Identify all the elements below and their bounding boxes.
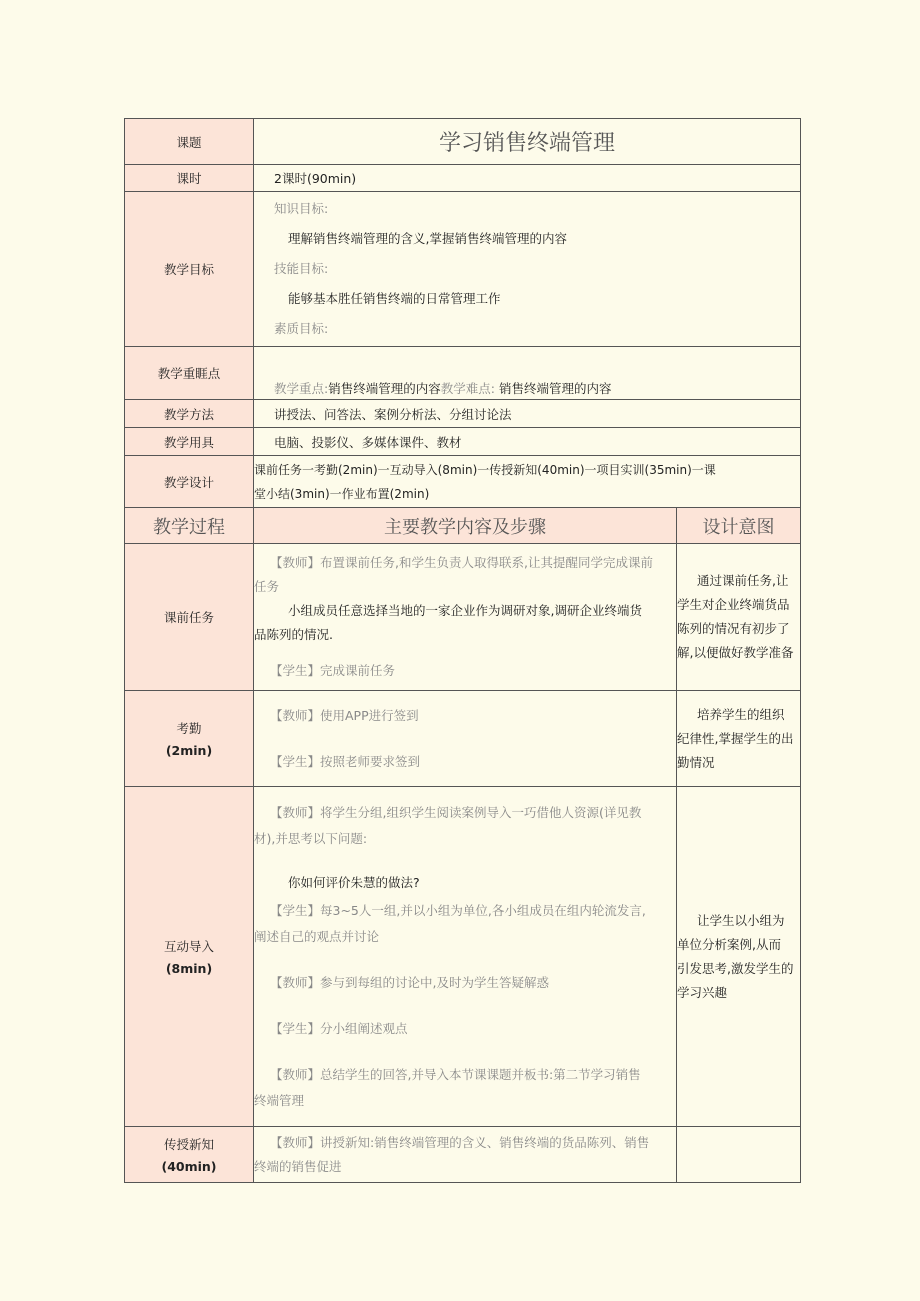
design-line-1: 课前任务一考勤(2min)一互动导入(8min)一传授新知(40min)一项目实训(35min)一课 [254,462,716,477]
hours-label: 课时 [125,165,254,192]
key-point-text: 销售终端管理的内容 [328,381,441,396]
process-header-content: 主要教学内容及步骤 [254,508,677,544]
interact-student-line-1-cont: 阐述自己的观点并讨论 [254,928,380,944]
pre-task-line: 小组成员任意选择当地的一家企业作为调研对象,调研企业终端货 [288,603,642,618]
interact-teacher-line-3: 【教师】总结学生的回答,并导入本节课课题并板书:第二节学习销售 [270,1066,641,1082]
stage-intent [677,691,801,787]
stage-content [254,787,677,1127]
stage-intent [677,787,801,1127]
attend-intent-1: 培养学生的组织 [697,706,785,722]
interact-student-line-2: 【学生】分小组阐述观点 [270,1020,408,1036]
process-header-intent: 设计意图 [677,508,801,544]
stage-name [125,691,254,787]
keypoints-cell [254,347,801,400]
interact-intent-1: 让学生以小组为 [697,912,785,928]
interact-student-line-1: 【学生】每3~5人一组,并以小组为单位,各小组成员在组内轮流发言, [270,902,646,918]
stage-intent [677,544,801,691]
goals-cell [254,192,801,347]
attend-intent-2: 纪律性,掌握学生的出 [677,730,794,746]
stage-name [125,1127,254,1183]
tools-value: 电脑、投影仪、多媒体课件、教材 [254,428,801,456]
goals-label: 教学目标 [125,192,254,347]
pre-teacher-line: 【教师】布置课前任务,和学生负责人取得联系,让其提醒同学完成课前 [270,555,653,570]
lesson-plan-table [124,118,801,1183]
design-line-2: 堂小结(3min)一作业布置(2min) [254,486,430,501]
stage-content [254,1127,677,1183]
interact-teacher-line-2: 【教师】参与到每组的讨论中,及时为学生答疑解惑 [270,974,549,990]
goals-row [125,192,801,347]
design-cell [254,456,801,508]
interact-intent-2: 单位分析案例,从而 [677,936,781,952]
tools-label: 教学用具 [125,428,254,456]
pre-task-line-cont: 品陈列的情况. [254,627,333,642]
pre-student-line: 【学生】完成课前任务 [270,663,396,678]
attend-name: 考勤 [176,721,202,736]
interact-name: 互动导入 [163,939,214,954]
pre-intent-1: 通过课前任务,让 [697,573,789,588]
interact-intent-4: 学习兴趣 [677,984,728,1000]
skill-goal-text: 能够基本胜任销售终端的日常管理工作 [288,291,501,306]
process-header-stage: 教学过程 [125,508,254,544]
topic-row [125,119,801,165]
design-label: 教学设计 [125,456,254,508]
method-row [125,400,801,428]
design-row [125,456,801,508]
interact-teacher-line-1: 【教师】将学生分组,组织学生阅读案例导入一巧借他人资源(详见教 [270,804,642,820]
attend-intent-3: 勤情况 [677,754,715,770]
stage-row-attend [125,691,801,787]
skill-goal-label: 技能目标: [274,261,329,276]
topic-title: 学习销售终端管理 [254,119,801,165]
stage-row-pre [125,544,801,691]
method-label: 教学方法 [125,400,254,428]
teach-teacher-line: 【教师】讲授新知:销售终端管理的含义、销售终端的货品陈列、销售 [270,1134,650,1150]
pre-intent-4: 解,以便做好教学准备 [677,645,794,660]
tools-row [125,428,801,456]
topic-label: 课题 [125,119,254,165]
interact-question: 你如何评价朱慧的做法? [288,874,420,890]
teach-teacher-line-cont: 终端的销售促进 [254,1158,342,1174]
stage-intent [677,1127,801,1183]
stage-name: 课前任务 [125,544,254,691]
attend-student-line: 【学生】按照老师要求签到 [270,753,421,769]
attend-time: (2min) [165,743,213,758]
interact-teacher-line-3-cont: 终端管理 [254,1092,305,1108]
teach-time: (40min) [161,1159,217,1174]
difficulty-text: 销售终端管理的内容 [498,381,612,396]
process-header-row [125,508,801,544]
key-point-label: 教学重点: [274,381,329,396]
pre-intent-3: 陈列的情况有初步了 [677,621,790,636]
attend-teacher-line: 【教师】使用APP进行签到 [270,707,419,723]
stage-row-interact [125,787,801,1127]
stage-name [125,787,254,1127]
stage-content [254,691,677,787]
interact-teacher-line-1-cont: 材),并思考以下问题: [254,830,368,846]
keypoints-label: 教学重睚点 [125,347,254,400]
quality-goal-label: 素质目标: [274,321,329,336]
hours-row [125,165,801,192]
method-value: 讲授法、问答法、案例分析法、分组讨论法 [254,400,801,428]
interact-intent-3: 引发思考,激发学生的 [677,960,794,976]
interact-time: (8min) [165,961,213,976]
knowledge-goal-text: 理解销售终端管理的含义,掌握销售终端管理的内容 [288,231,567,246]
teach-name: 传授新知 [163,1137,214,1152]
keypoints-row [125,347,801,400]
knowledge-goal-label: 知识目标: [274,201,329,216]
stage-content [254,544,677,691]
difficulty-label: 教学难点: [440,381,495,396]
stage-row-teach [125,1127,801,1183]
pre-teacher-line-cont: 任务 [254,579,280,594]
pre-intent-2: 学生对企业终端货品 [677,597,790,612]
hours-value: 2课时(90min) [254,165,801,192]
